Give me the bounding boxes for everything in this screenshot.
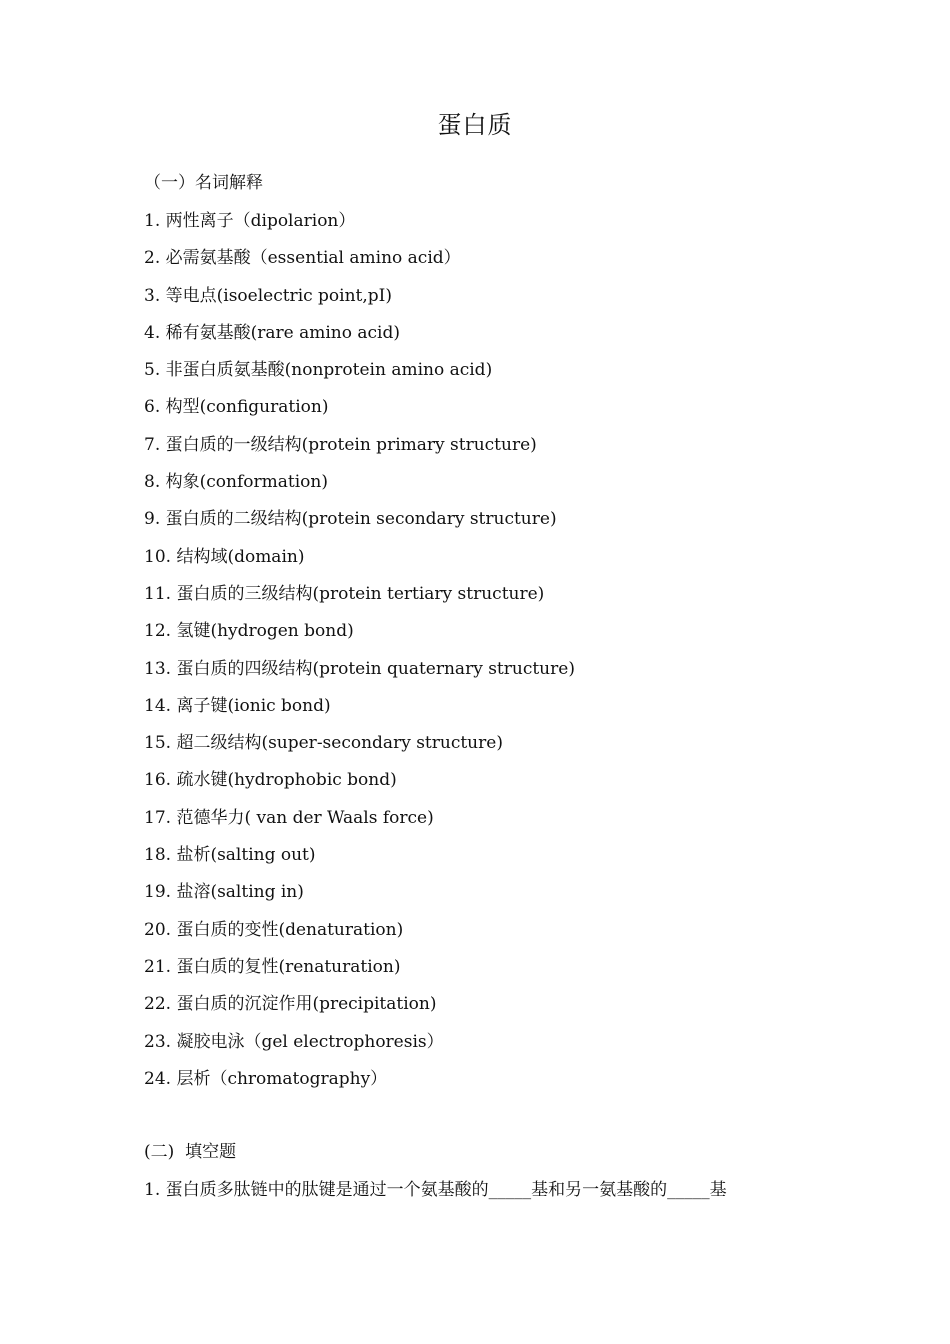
list-item: 10. 结构域(domain) (144, 546, 305, 567)
list-item: 7. 蛋白质的一级结构(protein primary structure) (144, 434, 537, 455)
list-item: 8. 构象(conformation) (144, 472, 328, 493)
list-item: 12. 氢键(hydrogen bond) (144, 621, 354, 642)
list-item: 19. 盐溶(salting in) (144, 882, 304, 903)
section-heading-fill-in: (二) 填空题 (144, 1142, 237, 1162)
list-item: 9. 蛋白质的二级结构(protein secondary structure) (144, 509, 557, 530)
list-item: 4. 稀有氨基酸(rare amino acid) (144, 322, 400, 343)
list-item: 5. 非蛋白质氨基酸(nonprotein amino acid) (144, 360, 493, 381)
list-item: 17. 范德华力( van der Waals force) (144, 807, 434, 828)
list-item: 6. 构型(configuration) (144, 397, 329, 418)
list-item: 16. 疏水键(hydrophobic bond) (144, 770, 397, 791)
list-item: 21. 蛋白质的复性(renaturation) (144, 956, 401, 977)
section-heading-definitions: （一）名词解释 (144, 173, 263, 193)
definitions-list (144, 209, 575, 1104)
list-item: 2. 必需氨基酸（essential amino acid） (144, 248, 461, 269)
list-item: 13. 蛋白质的四级结构(protein quaternary structure) (144, 658, 575, 679)
list-item: 22. 蛋白质的沉淀作用(precipitation) (144, 994, 437, 1015)
list-item: 3. 等电点(isoelectric point,pI) (144, 285, 393, 306)
list-item: 20. 蛋白质的变性(denaturation) (144, 919, 404, 940)
fill-in-question: 1. 蛋白质多肽链中的肽键是通过一个氨基酸的_____基和另一氨基酸的_____基 (144, 1180, 727, 1200)
list-item: 24. 层析（chromatography） (144, 1068, 388, 1089)
list-item: 14. 离子键(ionic bond) (144, 695, 331, 716)
document-title: 蛋白质 (437, 111, 513, 139)
list-item: 1. 两性离子（dipolarion） (144, 211, 356, 231)
list-item: 15. 超二级结构(super-secondary structure) (144, 733, 503, 754)
list-item: 11. 蛋白质的三级结构(protein tertiary structure) (144, 583, 545, 604)
list-item: 18. 盐析(salting out) (144, 845, 316, 866)
list-item: 23. 凝胶电泳（gel electrophoresis） (144, 1031, 444, 1052)
